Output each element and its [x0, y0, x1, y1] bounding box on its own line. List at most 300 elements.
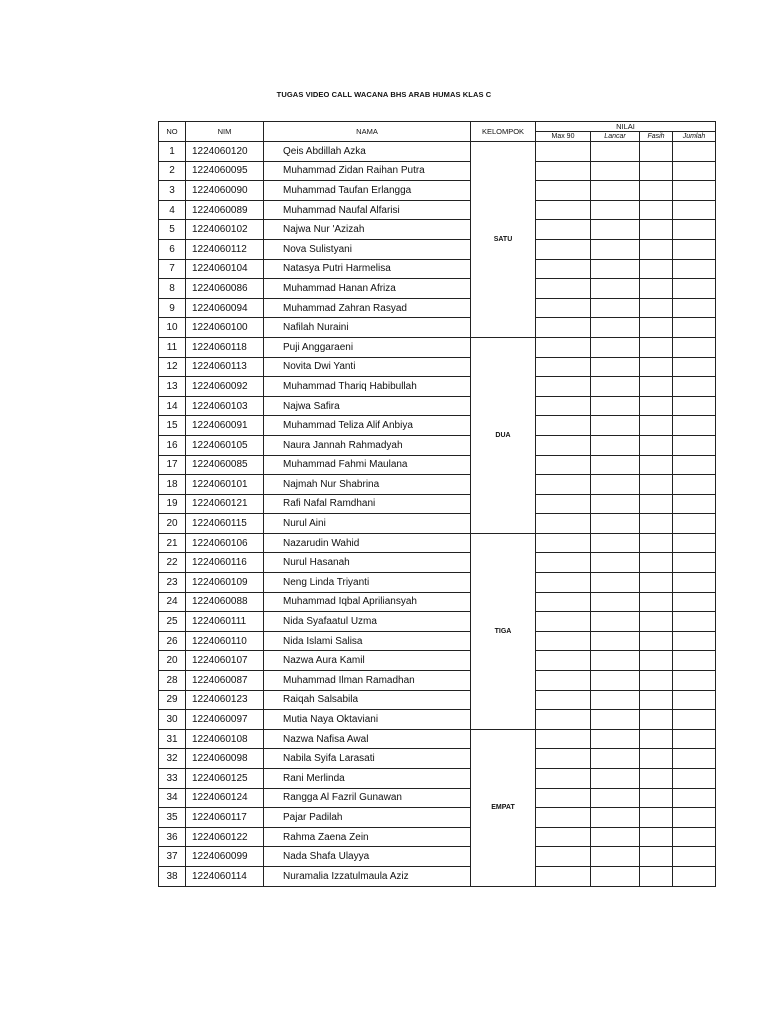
row-number: 38	[159, 866, 186, 886]
score-lancar-cell	[591, 749, 640, 769]
row-number: 9	[159, 298, 186, 318]
row-nim: 1224060112	[186, 239, 264, 259]
row-nim: 1224060111	[186, 612, 264, 632]
row-nim: 1224060118	[186, 337, 264, 357]
score-max-cell	[536, 651, 591, 671]
score-lancar-cell	[591, 377, 640, 397]
score-max-cell	[536, 729, 591, 749]
score-lancar-cell	[591, 729, 640, 749]
table-row	[159, 847, 716, 867]
score-lancar-cell	[591, 847, 640, 867]
row-number: 20	[159, 514, 186, 534]
score-fasih-cell	[640, 318, 673, 338]
row-number: 21	[159, 533, 186, 553]
row-nim: 1224060103	[186, 396, 264, 416]
score-max-cell	[536, 475, 591, 495]
row-nim: 1224060085	[186, 455, 264, 475]
row-name: Nurul Aini	[264, 514, 471, 534]
row-name: Qeis Abdillah Azka	[264, 142, 471, 162]
group-label: EMPAT	[471, 729, 536, 886]
table-row	[159, 514, 716, 534]
row-nim: 1224060122	[186, 827, 264, 847]
row-nim: 1224060095	[186, 161, 264, 181]
table-row	[159, 631, 716, 651]
score-fasih-cell	[640, 259, 673, 279]
score-lancar-cell	[591, 337, 640, 357]
row-number: 19	[159, 494, 186, 514]
score-lancar-cell	[591, 533, 640, 553]
score-max-cell	[536, 553, 591, 573]
score-lancar-cell	[591, 631, 640, 651]
score-lancar-cell	[591, 142, 640, 162]
score-max-cell	[536, 142, 591, 162]
row-name: Rani Merlinda	[264, 769, 471, 789]
score-lancar-cell	[591, 788, 640, 808]
score-jumlah-cell	[673, 592, 716, 612]
score-fasih-cell	[640, 435, 673, 455]
score-lancar-cell	[591, 866, 640, 886]
row-number: 31	[159, 729, 186, 749]
row-name: Najmah Nur Shabrina	[264, 475, 471, 495]
table-row	[159, 533, 716, 553]
table-row	[159, 435, 716, 455]
score-max-cell	[536, 827, 591, 847]
table-row	[159, 181, 716, 201]
score-fasih-cell	[640, 808, 673, 828]
score-fasih-cell	[640, 827, 673, 847]
table-row	[159, 298, 716, 318]
table-row	[159, 475, 716, 495]
row-name: Nada Shafa Ulayya	[264, 847, 471, 867]
score-jumlah-cell	[673, 298, 716, 318]
score-fasih-cell	[640, 749, 673, 769]
score-max-cell	[536, 847, 591, 867]
score-jumlah-cell	[673, 220, 716, 240]
score-max-cell	[536, 220, 591, 240]
score-max-cell	[536, 279, 591, 299]
table-row	[159, 337, 716, 357]
score-fasih-cell	[640, 769, 673, 789]
row-number: 37	[159, 847, 186, 867]
score-lancar-cell	[591, 279, 640, 299]
row-name: Muhammad Teliza Alif Anbiya	[264, 416, 471, 436]
score-jumlah-cell	[673, 553, 716, 573]
score-jumlah-cell	[673, 690, 716, 710]
score-fasih-cell	[640, 710, 673, 730]
score-max-cell	[536, 494, 591, 514]
table-row	[159, 769, 716, 789]
score-lancar-cell	[591, 710, 640, 730]
score-fasih-cell	[640, 377, 673, 397]
row-name: Nida Islami Salisa	[264, 631, 471, 651]
score-jumlah-cell	[673, 416, 716, 436]
header-nim: NIM	[186, 122, 264, 142]
table-row	[159, 142, 716, 162]
row-number: 3	[159, 181, 186, 201]
row-name: Muhammad Thariq Habibullah	[264, 377, 471, 397]
score-max-cell	[536, 808, 591, 828]
score-max-cell	[536, 455, 591, 475]
row-number: 20	[159, 651, 186, 671]
score-max-cell	[536, 377, 591, 397]
student-table	[158, 121, 716, 887]
table-row	[159, 416, 716, 436]
score-max-cell	[536, 573, 591, 593]
row-name: Nabila Syifa Larasati	[264, 749, 471, 769]
row-number: 25	[159, 612, 186, 632]
score-fasih-cell	[640, 239, 673, 259]
row-name: Muhammad Taufan Erlangga	[264, 181, 471, 201]
row-name: Nazwa Aura Kamil	[264, 651, 471, 671]
score-max-cell	[536, 259, 591, 279]
row-nim: 1224060087	[186, 671, 264, 691]
score-jumlah-cell	[673, 318, 716, 338]
score-jumlah-cell	[673, 710, 716, 730]
score-lancar-cell	[591, 573, 640, 593]
row-name: Muhammad Zidan Raihan Putra	[264, 161, 471, 181]
score-fasih-cell	[640, 181, 673, 201]
table-body	[159, 142, 716, 887]
table-row	[159, 377, 716, 397]
score-fasih-cell	[640, 337, 673, 357]
row-number: 32	[159, 749, 186, 769]
row-number: 6	[159, 239, 186, 259]
score-lancar-cell	[591, 239, 640, 259]
score-fasih-cell	[640, 788, 673, 808]
row-nim: 1224060123	[186, 690, 264, 710]
score-lancar-cell	[591, 200, 640, 220]
row-nim: 1224060125	[186, 769, 264, 789]
row-name: Muhammad Zahran Rasyad	[264, 298, 471, 318]
score-fasih-cell	[640, 573, 673, 593]
score-fasih-cell	[640, 690, 673, 710]
row-nim: 1224060106	[186, 533, 264, 553]
score-jumlah-cell	[673, 475, 716, 495]
row-number: 12	[159, 357, 186, 377]
score-max-cell	[536, 671, 591, 691]
row-name: Rafi Nafal Ramdhani	[264, 494, 471, 514]
row-name: Nuramalia Izzatulmaula Aziz	[264, 866, 471, 886]
row-number: 29	[159, 690, 186, 710]
score-max-cell	[536, 690, 591, 710]
group-label: SATU	[471, 142, 536, 338]
row-number: 10	[159, 318, 186, 338]
header-nama: NAMA	[264, 122, 471, 142]
row-name: Rangga Al Fazril Gunawan	[264, 788, 471, 808]
header-max: Max 90	[536, 132, 591, 142]
row-nim: 1224060117	[186, 808, 264, 828]
score-fasih-cell	[640, 729, 673, 749]
score-jumlah-cell	[673, 729, 716, 749]
header-no: NO	[159, 122, 186, 142]
row-number: 11	[159, 337, 186, 357]
score-max-cell	[536, 337, 591, 357]
row-number: 36	[159, 827, 186, 847]
score-fasih-cell	[640, 220, 673, 240]
score-max-cell	[536, 533, 591, 553]
row-number: 15	[159, 416, 186, 436]
score-lancar-cell	[591, 161, 640, 181]
row-nim: 1224060109	[186, 573, 264, 593]
score-max-cell	[536, 788, 591, 808]
table-row	[159, 827, 716, 847]
score-max-cell	[536, 514, 591, 534]
score-jumlah-cell	[673, 455, 716, 475]
table-row	[159, 279, 716, 299]
row-name: Natasya Putri Harmelisa	[264, 259, 471, 279]
score-max-cell	[536, 161, 591, 181]
score-lancar-cell	[591, 494, 640, 514]
group-label: TIGA	[471, 533, 536, 729]
score-jumlah-cell	[673, 808, 716, 828]
row-name: Raiqah Salsabila	[264, 690, 471, 710]
score-lancar-cell	[591, 298, 640, 318]
score-max-cell	[536, 769, 591, 789]
score-fasih-cell	[640, 514, 673, 534]
table-row	[159, 318, 716, 338]
score-lancar-cell	[591, 396, 640, 416]
score-fasih-cell	[640, 847, 673, 867]
table-row	[159, 396, 716, 416]
table-row	[159, 690, 716, 710]
score-max-cell	[536, 357, 591, 377]
score-fasih-cell	[640, 866, 673, 886]
score-jumlah-cell	[673, 279, 716, 299]
score-fasih-cell	[640, 416, 673, 436]
row-nim: 1224060108	[186, 729, 264, 749]
table-row	[159, 259, 716, 279]
score-fasih-cell	[640, 671, 673, 691]
row-name: Najwa Safira	[264, 396, 471, 416]
table-row	[159, 455, 716, 475]
row-nim: 1224060110	[186, 631, 264, 651]
score-jumlah-cell	[673, 514, 716, 534]
header-lancar: Lancar	[591, 132, 640, 142]
score-fasih-cell	[640, 357, 673, 377]
row-name: Nova Sulistyani	[264, 239, 471, 259]
table-row	[159, 671, 716, 691]
row-name: Neng Linda Triyanti	[264, 573, 471, 593]
score-lancar-cell	[591, 318, 640, 338]
row-number: 34	[159, 788, 186, 808]
header-nilai: NILAI	[536, 122, 716, 132]
score-jumlah-cell	[673, 181, 716, 201]
score-max-cell	[536, 318, 591, 338]
table-row	[159, 357, 716, 377]
score-max-cell	[536, 200, 591, 220]
table-row	[159, 161, 716, 181]
table-row	[159, 239, 716, 259]
header-kelompok: KELOMPOK	[471, 122, 536, 142]
score-jumlah-cell	[673, 435, 716, 455]
row-nim: 1224060090	[186, 181, 264, 201]
row-name: Rahma Zaena Zein	[264, 827, 471, 847]
row-name: Pajar Padilah	[264, 808, 471, 828]
document-title: TUGAS VIDEO CALL WACANA BHS ARAB HUMAS KLAS C	[276, 90, 492, 99]
score-lancar-cell	[591, 651, 640, 671]
score-fasih-cell	[640, 475, 673, 495]
score-fasih-cell	[640, 612, 673, 632]
table-row	[159, 710, 716, 730]
row-number: 2	[159, 161, 186, 181]
row-number: 30	[159, 710, 186, 730]
row-number: 16	[159, 435, 186, 455]
score-jumlah-cell	[673, 239, 716, 259]
score-max-cell	[536, 239, 591, 259]
score-jumlah-cell	[673, 827, 716, 847]
score-jumlah-cell	[673, 494, 716, 514]
score-fasih-cell	[640, 592, 673, 612]
score-jumlah-cell	[673, 671, 716, 691]
score-jumlah-cell	[673, 788, 716, 808]
row-name: Nida Syafaatul Uzma	[264, 612, 471, 632]
row-number: 24	[159, 592, 186, 612]
score-jumlah-cell	[673, 259, 716, 279]
score-lancar-cell	[591, 808, 640, 828]
row-number: 23	[159, 573, 186, 593]
score-lancar-cell	[591, 475, 640, 495]
score-lancar-cell	[591, 769, 640, 789]
score-max-cell	[536, 749, 591, 769]
score-jumlah-cell	[673, 651, 716, 671]
score-lancar-cell	[591, 455, 640, 475]
score-jumlah-cell	[673, 142, 716, 162]
score-fasih-cell	[640, 396, 673, 416]
score-lancar-cell	[591, 690, 640, 710]
row-name: Muhammad Hanan Afriza	[264, 279, 471, 299]
score-lancar-cell	[591, 435, 640, 455]
score-fasih-cell	[640, 553, 673, 573]
row-name: Mutia Naya Oktaviani	[264, 710, 471, 730]
row-nim: 1224060091	[186, 416, 264, 436]
row-nim: 1224060116	[186, 553, 264, 573]
score-lancar-cell	[591, 259, 640, 279]
table-row	[159, 788, 716, 808]
row-name: Novita Dwi Yanti	[264, 357, 471, 377]
row-name: Muhammad Ilman Ramadhan	[264, 671, 471, 691]
table-row	[159, 220, 716, 240]
score-fasih-cell	[640, 279, 673, 299]
score-jumlah-cell	[673, 866, 716, 886]
score-jumlah-cell	[673, 357, 716, 377]
score-max-cell	[536, 631, 591, 651]
row-number: 13	[159, 377, 186, 397]
row-nim: 1224060092	[186, 377, 264, 397]
score-max-cell	[536, 298, 591, 318]
row-number: 4	[159, 200, 186, 220]
score-max-cell	[536, 396, 591, 416]
row-number: 18	[159, 475, 186, 495]
score-lancar-cell	[591, 416, 640, 436]
table-row	[159, 612, 716, 632]
score-fasih-cell	[640, 631, 673, 651]
score-lancar-cell	[591, 827, 640, 847]
row-nim: 1224060121	[186, 494, 264, 514]
score-jumlah-cell	[673, 769, 716, 789]
row-nim: 1224060100	[186, 318, 264, 338]
score-max-cell	[536, 592, 591, 612]
score-jumlah-cell	[673, 573, 716, 593]
row-nim: 1224060099	[186, 847, 264, 867]
row-number: 35	[159, 808, 186, 828]
row-nim: 1224060104	[186, 259, 264, 279]
row-nim: 1224060088	[186, 592, 264, 612]
table-row	[159, 866, 716, 886]
score-fasih-cell	[640, 651, 673, 671]
score-fasih-cell	[640, 494, 673, 514]
table-row	[159, 553, 716, 573]
row-nim: 1224060120	[186, 142, 264, 162]
score-lancar-cell	[591, 612, 640, 632]
row-number: 14	[159, 396, 186, 416]
table-row	[159, 573, 716, 593]
score-jumlah-cell	[673, 612, 716, 632]
score-max-cell	[536, 435, 591, 455]
table-row	[159, 200, 716, 220]
header-fasih: Fasih	[640, 132, 673, 142]
score-jumlah-cell	[673, 161, 716, 181]
row-nim: 1224060089	[186, 200, 264, 220]
score-lancar-cell	[591, 514, 640, 534]
score-max-cell	[536, 710, 591, 730]
row-name: Puji Anggaraeni	[264, 337, 471, 357]
table-row	[159, 749, 716, 769]
score-max-cell	[536, 612, 591, 632]
table-row	[159, 651, 716, 671]
row-name: Nafilah Nuraini	[264, 318, 471, 338]
row-number: 26	[159, 631, 186, 651]
score-lancar-cell	[591, 181, 640, 201]
score-fasih-cell	[640, 161, 673, 181]
group-label: DUA	[471, 337, 536, 533]
row-nim: 1224060105	[186, 435, 264, 455]
row-nim: 1224060102	[186, 220, 264, 240]
score-lancar-cell	[591, 671, 640, 691]
table-row	[159, 808, 716, 828]
header-jumlah: Jumlah	[673, 132, 716, 142]
score-lancar-cell	[591, 357, 640, 377]
row-nim: 1224060114	[186, 866, 264, 886]
score-jumlah-cell	[673, 396, 716, 416]
row-number: 22	[159, 553, 186, 573]
row-nim: 1224060101	[186, 475, 264, 495]
row-number: 7	[159, 259, 186, 279]
row-name: Nazwa Nafisa Awal	[264, 729, 471, 749]
score-fasih-cell	[640, 142, 673, 162]
row-nim: 1224060094	[186, 298, 264, 318]
row-name: Muhammad Fahmi Maulana	[264, 455, 471, 475]
score-max-cell	[536, 416, 591, 436]
row-number: 1	[159, 142, 186, 162]
score-fasih-cell	[640, 533, 673, 553]
score-fasih-cell	[640, 455, 673, 475]
score-jumlah-cell	[673, 200, 716, 220]
row-number: 28	[159, 671, 186, 691]
row-number: 8	[159, 279, 186, 299]
score-lancar-cell	[591, 592, 640, 612]
table-row	[159, 729, 716, 749]
row-name: Nurul Hasanah	[264, 553, 471, 573]
score-jumlah-cell	[673, 631, 716, 651]
row-name: Muhammad Iqbal Apriliansyah	[264, 592, 471, 612]
score-jumlah-cell	[673, 749, 716, 769]
score-jumlah-cell	[673, 377, 716, 397]
row-number: 17	[159, 455, 186, 475]
score-fasih-cell	[640, 200, 673, 220]
score-max-cell	[536, 866, 591, 886]
score-jumlah-cell	[673, 533, 716, 553]
row-number: 33	[159, 769, 186, 789]
